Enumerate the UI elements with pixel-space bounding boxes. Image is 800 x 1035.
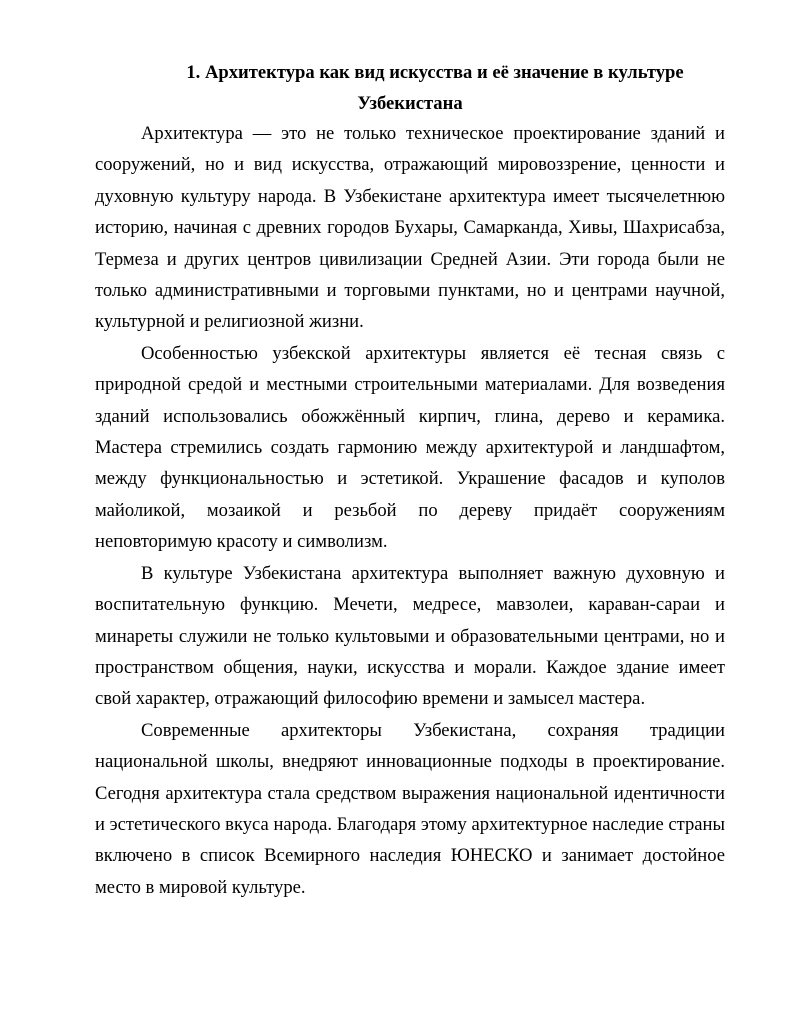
paragraph-2: Особенностью узбекской архитектуры является её тесная связь с природной средой и местными строительными материалами. Для возведения зданий использовались обожжённый кирпич, глина, дерево и керамика. Мастера стремились создать гармонию между архитектурой и ландшафтом, между функциональностью и эстетикой. Украшение фасадов и куполов майоликой, мозаикой и резьбой по дереву придаёт сооружениям неповторимую красоту и символизм. bbox=[95, 342, 725, 553]
section-heading-line-1: 1. Архитектура как вид искусства и её значение в культуре bbox=[186, 62, 684, 83]
paragraph-1: Архитектура — это не только техническое проектирование зданий и сооружений, но и вид искусства, отражающий мировоззрение, ценности и духовную культуру народа. В Узбекистане архитектура имеет тысячелетнюю историю, начиная с древних городов Бухары, Самарканда, Хивы, Шахрисабза, Термеза и других центров цивилизации Средней Азии. Эти города были не только административными и торговыми пунктами, но и центрами научной, культурной и религиозной жизни. bbox=[95, 123, 725, 333]
paragraph-3: В культуре Узбекистана архитектура выполняет важную духовную и воспитательную функцию. Мечети, медресе, мавзолеи, караван-сараи и минареты служили не только культовыми и образовательными центрами, но и пространством общения, науки, искусства и морали. Каждое здание имеет свой характер, отражающий философию времени и замысел мастера. bbox=[95, 562, 725, 710]
section-heading-line-2: Узбекистана bbox=[357, 93, 463, 114]
document-body bbox=[95, 118, 725, 903]
section-heading bbox=[95, 57, 725, 119]
paragraph-4: Современные архитекторы Узбекистана, сохраняя традиции национальной школы, внедряют инновационные подходы в проектирование. Сегодня архитектура стала средством выражения национальной идентичности и эстетического вкуса народа. Благодаря этому архитектурное наследие страны включено в список Всемирного наследия ЮНЕСКО и занимает достойное место в мировой культуре. bbox=[95, 719, 725, 898]
